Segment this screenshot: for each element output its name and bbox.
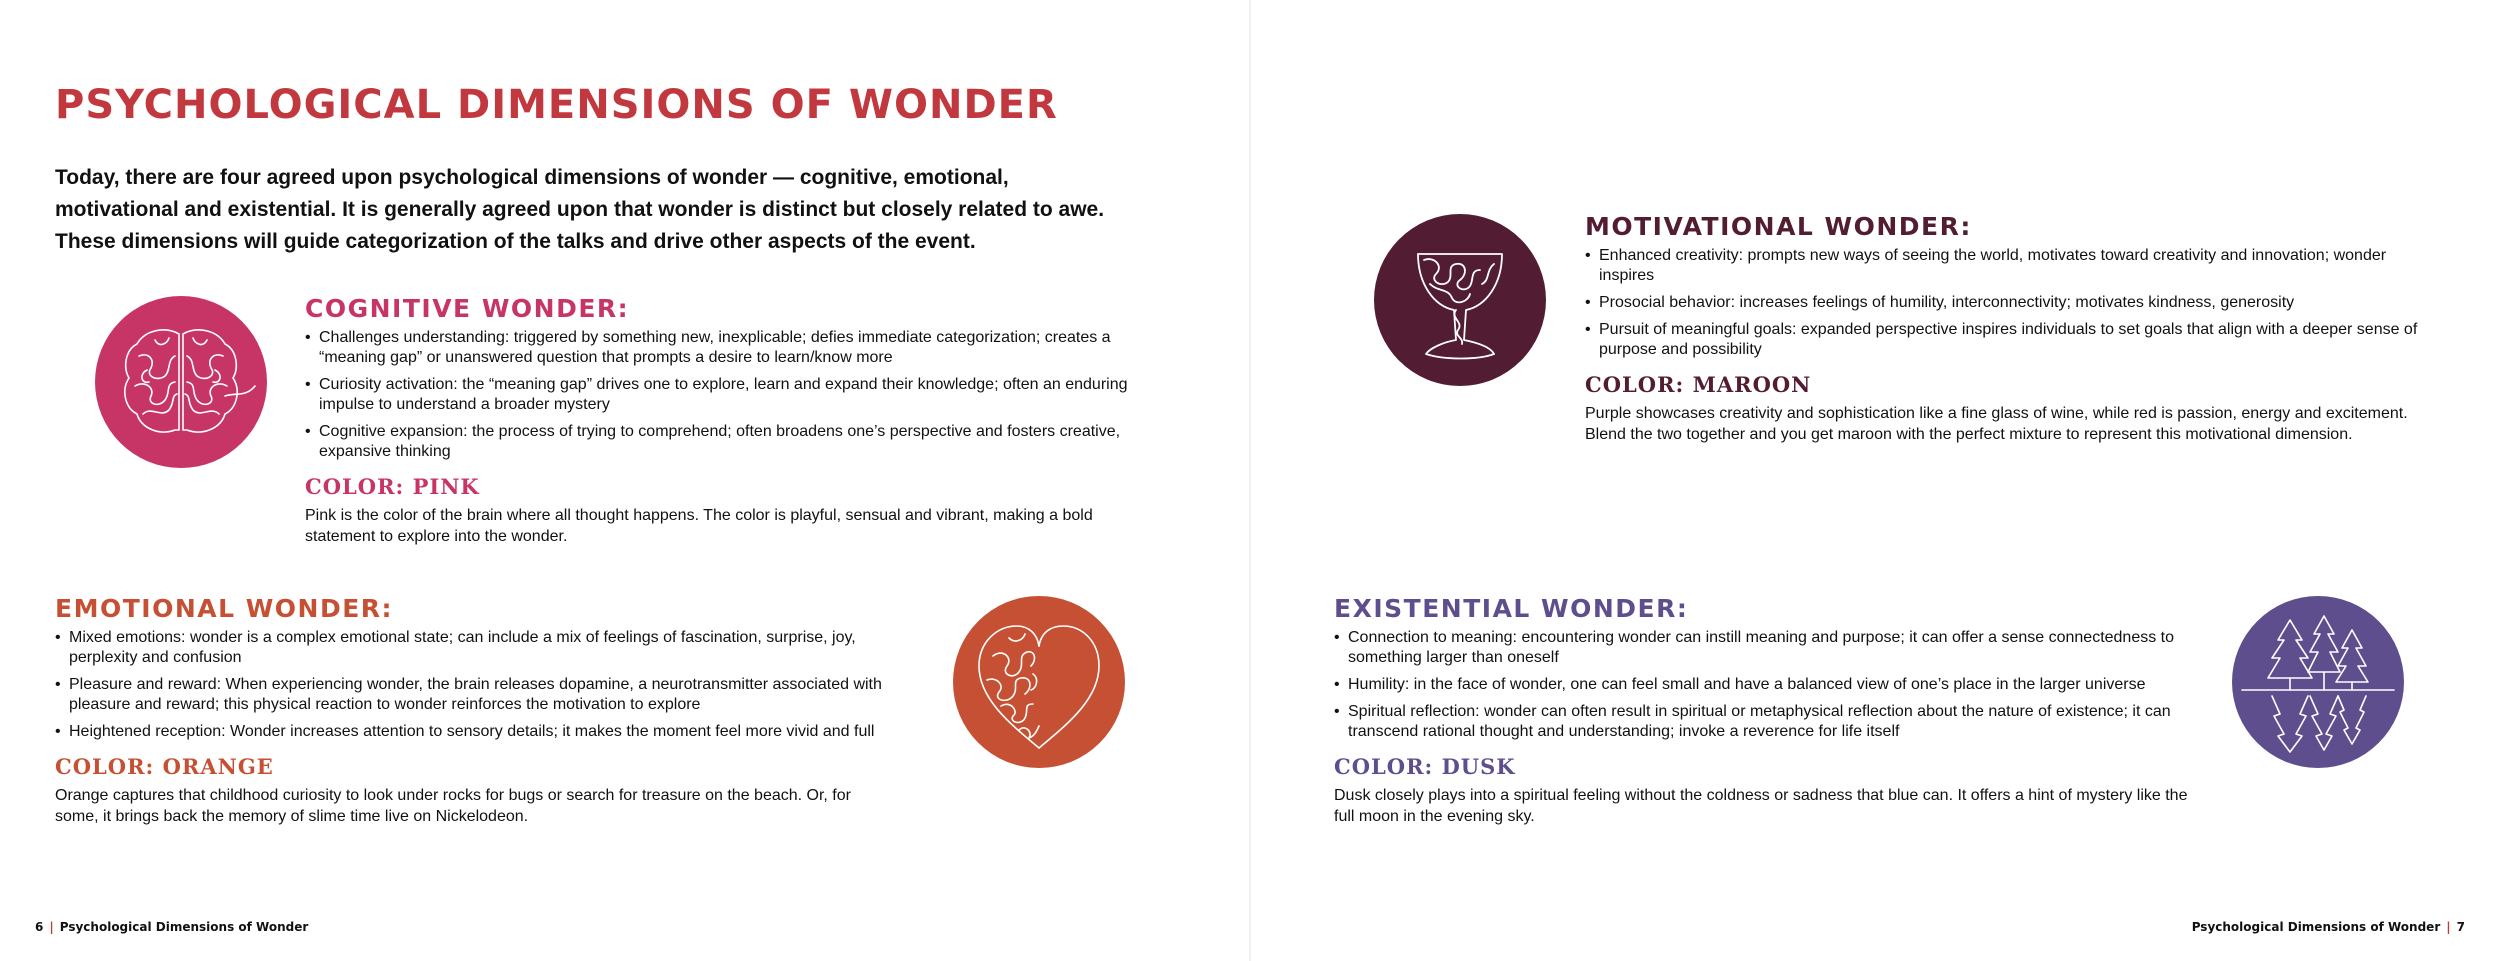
emotional-bullets [55,628,915,742]
emotional-color-heading: COLOR: ORANGE [55,754,274,779]
page-title: PSYCHOLOGICAL DIMENSIONS OF WONDER [55,82,1058,128]
intro-paragraph: Today, there are four agreed upon psychological dimensions of wonder — cognitive, emotional, motivational and existential. It is generally agreed upon that wonder is distinct but closely related to awe. These dimensions will guide categorization of the talks and drive other aspects of the event. [55,166,1105,253]
motivational-bullets [1585,246,2445,360]
list-item: • Humility: in the face of wonder, one can feel small and have a balanced view of one’s place in the larger universe [1334,675,2194,695]
list-item: • Connection to meaning: encountering wonder can instill meaning and purpose; it can offer a sense connectedness to something larger than oneself [1334,628,2194,668]
list-item: • Heightened reception: Wonder increases attention to sensory details; it makes the moment feel more vivid and full [55,722,915,742]
cognitive-heading: COGNITIVE WONDER: [305,294,630,323]
existential-color-heading: COLOR: DUSK [1334,754,1516,779]
list-item: • Mixed emotions: wonder is a complex emotional state; can include a mix of feelings of fascination, surprise, joy, perplexity and confusion [55,628,915,668]
list-item: • Spiritual reflection: wonder can often result in spiritual or metaphysical reflection about the nature of existence; it can transcend rational thought and understanding; invoke a reverence for life itself [1334,702,2194,742]
cognitive-section [305,294,1145,547]
cognitive-color-text: Pink is the color of the brain where all thought happens. The color is playful, sensual and vibrant, making a bold statement to explore into the wonder. [305,507,1093,545]
list-item: • Challenges understanding: triggered by something new, inexplicable; defies immediate categorization; creates a “meaning gap” or unanswered question that prompts a desire to learn/know more [305,328,1145,368]
existential-color-text: Dusk closely plays into a spiritual feeling without the coldness or sadness that blue can. It offers a hint of mystery like the full moon in the evening sky. [1334,787,2188,825]
page-divider [1249,0,1251,961]
list-item: • Curiosity activation: the “meaning gap” drives one to explore, learn and expand their knowledge; often an enduring impulse to understand a broader mystery [305,375,1145,415]
footer-right [2192,920,2465,934]
list-item: • Pleasure and reward: When experiencing wonder, the brain releases dopamine, a neurotransmitter associated with pleasure and reward; this physical reaction to wonder reinforces the motivation to explore [55,675,915,715]
footer-separator: | [49,920,54,934]
list-item: • Pursuit of meaningful goals: expanded perspective inspires individuals to set goals that align with a deeper sense of purpose and possibility [1585,320,2445,360]
wine-glass-icon [1374,214,1546,386]
page-number: 6 [35,920,44,934]
existential-section [1334,594,2194,827]
motivational-heading: MOTIVATIONAL WONDER: [1585,212,1972,241]
emotional-heading: EMOTIONAL WONDER: [55,594,394,623]
footer-title: Psychological Dimensions of Wonder [2191,920,2441,934]
heart-icon [953,596,1125,768]
motivational-color-heading: COLOR: MAROON [1585,372,1812,397]
emotional-color-text: Orange captures that childhood curiosity to look under rocks for bugs or search for treasure on the beach. Or, for some, it brings back the memory of slime time live on Nickelodeon. [55,787,851,825]
footer-separator: | [2446,920,2451,934]
existential-bullets [1334,628,2194,742]
footer-left [35,920,308,934]
existential-heading: EXISTENTIAL WONDER: [1334,594,1689,623]
list-item: • Prosocial behavior: increases feelings of humility, interconnectivity; motivates kindness, generosity [1585,293,2445,313]
page-number: 7 [2456,920,2465,934]
cognitive-color-heading: COLOR: PINK [305,474,480,499]
list-item: • Cognitive expansion: the process of trying to comprehend; often broadens one’s perspective and fosters creative, expansive thinking [305,422,1145,462]
trees-reflection-icon [2232,596,2404,768]
brain-icon [95,296,267,468]
emotional-section [55,594,915,827]
motivational-section [1585,212,2445,445]
list-item: • Enhanced creativity: prompts new ways of seeing the world, motivates toward creativity and innovation; wonder inspires [1585,246,2445,286]
footer-title: Psychological Dimensions of Wonder [59,920,309,934]
motivational-color-text: Purple showcases creativity and sophistication like a fine glass of wine, while red is passion, energy and excitement. Blend the two together and you get maroon with the perfect mixture to represent this motivational dimension. [1585,405,2408,443]
cognitive-bullets [305,328,1145,462]
